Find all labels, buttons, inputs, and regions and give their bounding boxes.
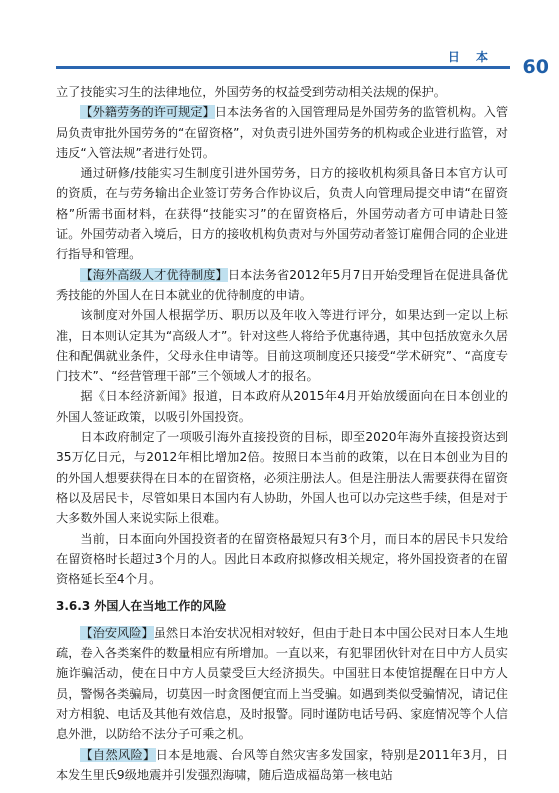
- paragraph-text: 虽然日本治安状况相对较好，但由于赴日本中国公民对日本人生地疏，卷入各类案件的数量相应有所增加。一直以来，有犯罪团伙针对在日中方人员实施诈骗活动，使在日中方人员蒙受巨大经济损失。中国驻日本使馆提醒在日中方人员，警惕各类骗局，切莫因一时贪图便宜而上当受骗。如遇到类似受骗情况，请记住对方相貌、电话及其他有效信息，及时报警。同时谨防电话号码、家庭情况等个人信息外泄，以防给不法分子可乘之机。: [56, 625, 509, 742]
- paragraph: [56, 529, 508, 590]
- highlighted-label: 【自然风险】: [80, 747, 156, 762]
- paragraph: [56, 745, 508, 786]
- paragraph-text: 通过研修/技能实习生制度引进外国劳务，日方的接收机构须具备日本官方认可的资质，在与劳务输出企业签订劳务合作协议后，负责人向管理局提交申请“在留资格”所需书面材料，在获得“技能实习”的在留资格后，外国劳动者方可申请赴日签证。外国劳动者入境后，日方的接收机构负责对与外国劳动者签订雇佣合同的企业进行指导和管理。: [56, 166, 508, 262]
- paragraph-text: 日本政府制定了一项吸引海外直接投资的目标，即至2020年海外直接投资达到35万亿日元，与2012年相比增加2倍。按照日本当前的政策，以在日本创业为目的的外国人想要获得在日本的在留资格，必须注册法人。但是注册法人需要获得在留资格以及居民卡，尽管如果日本国内有人协助，外国人也可以办完这些手续，但是对于大多数外国人来说实际上很难。: [56, 430, 508, 526]
- highlighted-label: 【海外高级人才优待制度】: [80, 267, 228, 282]
- paragraph-text: 据《日本经济新闻》报道，日本政府从2015年4月开始放缓面向在日本创业的外国人签证政策，以吸引外国投资。: [56, 389, 508, 424]
- highlighted-label: 【治安风险】: [80, 625, 154, 640]
- paragraph-text: 日本是地震、台风等自然灾害多发国家，特别是2011年3月，日本发生里氏9级地震并引发强烈海啸，随后造成福岛第一核电站: [56, 747, 509, 782]
- paragraph: [56, 265, 508, 306]
- highlighted-label: 【外籍劳务的许可规定】: [80, 105, 215, 120]
- paragraph-text: 日本法务省2012年5月7日开始受理旨在促进具备优秀技能的外国人在日本就业的优待制度的申请。: [56, 267, 508, 302]
- paragraph: [56, 163, 508, 264]
- paragraph-text: 当前，日本面向外国投资者的在留资格最短只有3个月，而日本的居民卡只发给在留资格时长超过3个月的人。因此日本政府拟修改相关规定，将外国投资者的在留资格延长至4个月。: [56, 531, 508, 587]
- paragraph-text: 立了技能实习生的法律地位，外国劳务的权益受到劳动相关法规的保护。: [56, 85, 446, 99]
- paragraph-group-top: [56, 82, 508, 589]
- paragraph: [56, 82, 508, 102]
- section-heading: 3.6.3 外国人在当地工作的风险: [56, 599, 227, 614]
- paragraph-group-bottom: [56, 623, 508, 785]
- paragraph: [56, 427, 508, 528]
- paragraph-text: 日本法务省的入国管理局是外国劳务的监管机构。入管局负责审批外国劳务的“在留资格”，对负责引进外国劳务的机构或企业进行监管，对违反“入管法规”者进行处罚。: [56, 105, 509, 160]
- paragraph-text: 该制度对外国人根据学历、职历以及年收入等进行评分，如果达到一定以上标准，日本则认定其为“高级人才”。针对这些人将给予优惠待遇，其中包括放宽永久居住和配偶就业条件，父母永住申请等。目前这项制度还只接受“学术研究”、“高度专门技术”、“经营管理干部”三个领域人才的报名。: [56, 308, 508, 384]
- chapter-header-label: 日 本: [447, 50, 494, 64]
- paragraph: [56, 623, 508, 745]
- page-number: 60: [522, 56, 549, 78]
- header-rule: [56, 66, 510, 69]
- paragraph: [56, 102, 508, 163]
- paragraph: [56, 386, 508, 427]
- page-body: [56, 82, 508, 785]
- paragraph: [56, 305, 508, 386]
